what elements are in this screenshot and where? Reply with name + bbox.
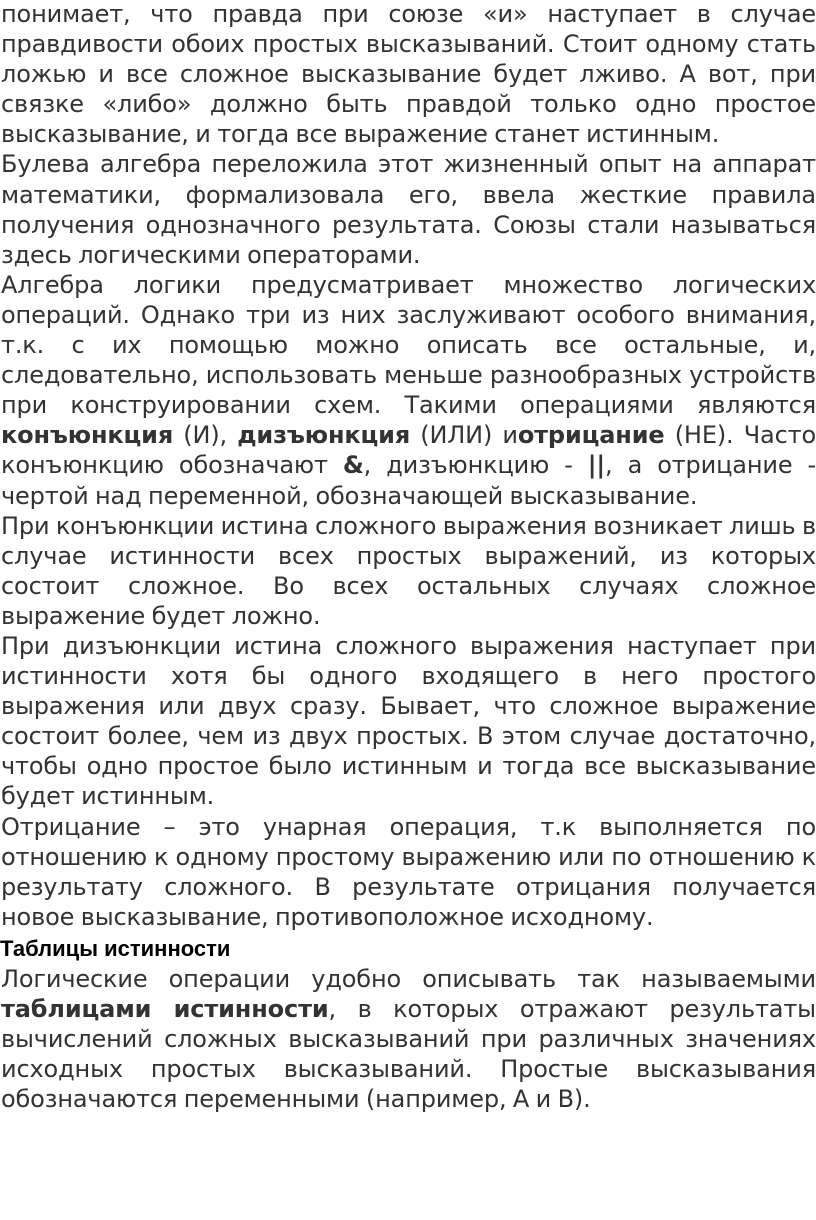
- text-segment: (НЕ). Часто конъюнкцию обозначают: [1, 421, 816, 480]
- paragraph-union-truth: понимает, что правда при союзе «и» наступает в случае правдивости обоих простых высказываний. Стоит одному стать ложью и все сложное высказывание будет лживо. А вот, при связке «либо» должно быть правдой только одно простое высказывание, и тогда все выражение станет истинным.: [1, 0, 816, 149]
- term-truth-tables: таблицами истинности: [1, 995, 329, 1023]
- paragraph-conjunction: При конъюнкции истина сложного выражения возникает лишь в случае истинности всех простых выражений, из которых состоит сложное. Во всех остальных случаях сложное выражение будет ложно.: [1, 511, 816, 630]
- section-heading: Таблицы истинности: [0, 935, 231, 961]
- paragraph-boolean-algebra: Булева алгебра переложила этот жизненный опыт на аппарат математики, формализовала его, ввела жесткие правила получения однозначного результата. Союзы стали называться здесь логическими операторами.: [1, 150, 816, 269]
- text-segment: (И),: [173, 421, 238, 450]
- symbol-and: &: [342, 451, 364, 480]
- paragraph-negation: Отрицание – это унарная операция, т.к выполняется по отношению к одному простому выражению или по отношению к результату сложного. В результате отрицания получается новое высказывание, противоположное исходному.: [1, 812, 816, 931]
- term-negation: отрицание: [517, 421, 665, 450]
- text-segment: , а отрицание - чертой над переменной, обозначающей высказывание.: [1, 451, 816, 510]
- text-segment: , дизъюнкцию -: [363, 451, 588, 480]
- text-segment: Алгебра логики предусматривает множество логических операций. Однако три из них заслуживают особого внимания, т.к. с их помощью можно описать все остальные, и, следовательно, использовать меньше разнообразных устройств при конструировании схем. Такими операциями являются: [1, 270, 816, 420]
- text-segment: Логические операции удобно описывать так называемыми: [1, 964, 816, 993]
- text-segment: (ИЛИ) и: [410, 421, 518, 450]
- symbol-or: ||: [587, 451, 606, 480]
- paragraph-logic-operations: [0, 270, 816, 511]
- term-conjunction: конъюнкция: [1, 421, 174, 450]
- term-disjunction: дизъюнкция: [237, 421, 411, 450]
- paragraph-disjunction: При дизъюнкции истина сложного выражения наступает при истинности хотя бы одного входящего в него простого выражения или двух сразу. Бывает, что сложное выражение состоит более, чем из двух простых. В этом случае достаточно, чтобы одно простое было истинным и тогда все высказывание будет истинным.: [1, 631, 816, 811]
- text-segment: , в которых отражают результаты вычислений сложных высказываний при различных значениях исходных простых высказываний. Простые высказывания обозначаются переменными (например, А и В).: [1, 995, 816, 1114]
- paragraph-truth-tables: [0, 964, 816, 1114]
